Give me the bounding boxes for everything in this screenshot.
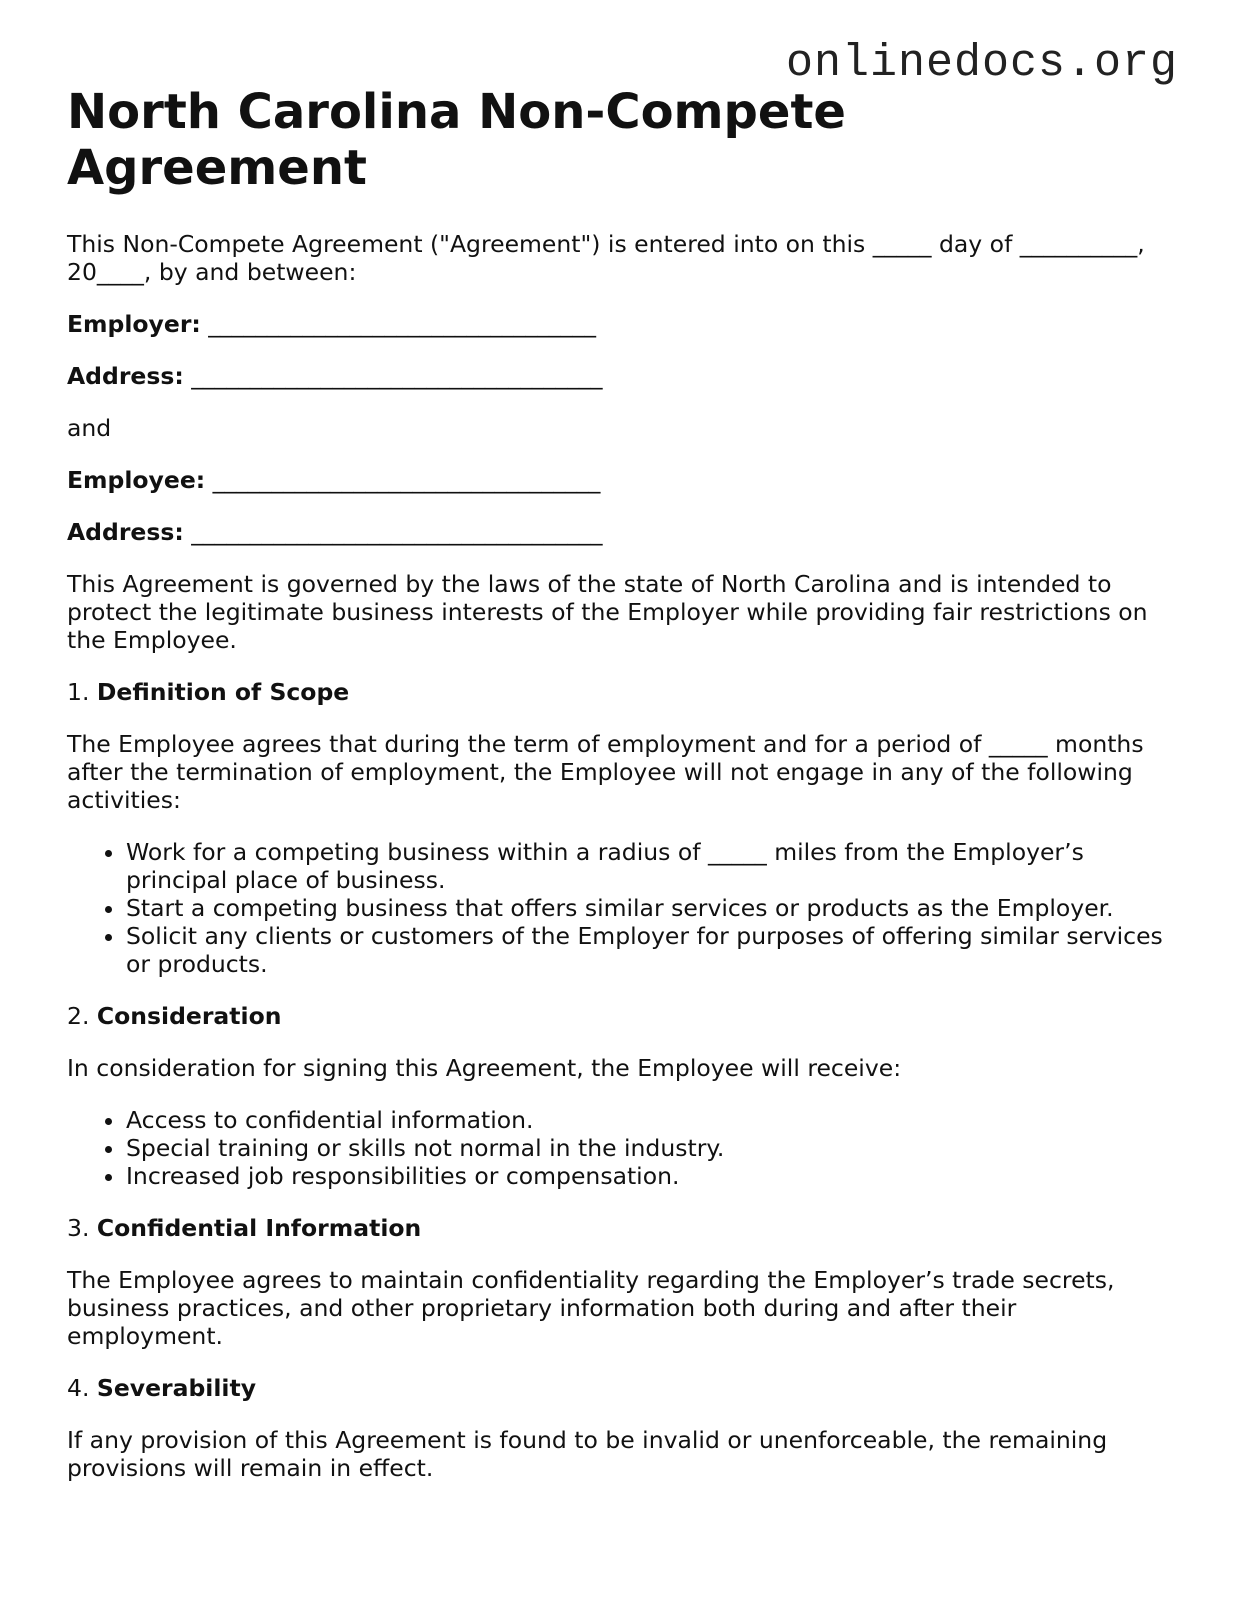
employer-blank: _________________________________ [208, 310, 597, 338]
employee-address-label: Address: [67, 518, 184, 546]
employer-address-blank: ___________________________________ [191, 362, 603, 390]
bullet-list [67, 1106, 1172, 1190]
section-body: If any provision of this Agreement is found to be invalid or unenforceable, the remaining provisions will remain in effect. [67, 1426, 1108, 1482]
list-item: • Work for a competing business within a radius of _____ miles from the Employer’s principal place of business. [126, 838, 1172, 894]
intro-paragraph: This Non-Compete Agreement ("Agreement") is entered into on this _____ day of __________, 20____, by and between: [67, 230, 1145, 286]
section-number: 1. [67, 678, 90, 706]
watermark: onlinedocs.org [785, 38, 1178, 89]
document-page [67, 84, 1172, 1506]
section-title: Severability [96, 1374, 257, 1402]
employer-field [67, 310, 1172, 338]
list-item: • Start a competing business that offers similar services or products as the Employer. [126, 894, 1172, 922]
employee-address-blank: ___________________________________ [191, 518, 603, 546]
employer-address-field [67, 362, 1172, 390]
list-item: • Increased job responsibilities or compensation. [126, 1162, 1172, 1190]
employer-label: Employer: [67, 310, 201, 338]
list-item: • Solicit any clients or customers of the Employer for purposes of offering similar services or products. [126, 922, 1172, 978]
section-number: 2. [67, 1002, 90, 1030]
document-title: North Carolina Non-Compete Agreement [67, 84, 846, 196]
employer-address-label: Address: [67, 362, 184, 390]
section-heading [67, 1374, 1172, 1402]
list-item: • Access to confidential information. [126, 1106, 1172, 1134]
governing-law-paragraph: This Agreement is governed by the laws of the state of North Carolina and is intended to protect the legitimate business interests of the Employer while providing fair restrictions on the Employee. [67, 570, 1148, 654]
bullet-list [67, 838, 1172, 978]
section-body: The Employee agrees to maintain confidentiality regarding the Employer’s trade secrets, business practices, and other proprietary information both during and after their employment. [67, 1266, 1115, 1350]
list-item: • Special training or skills not normal in the industry. [126, 1134, 1172, 1162]
section-title: Confidential Information [96, 1214, 422, 1242]
section-number: 3. [67, 1214, 90, 1242]
section-heading [67, 678, 1172, 706]
employee-label: Employee: [67, 466, 206, 494]
employee-field [67, 466, 1172, 494]
section-number: 4. [67, 1374, 90, 1402]
section-title: Consideration [96, 1002, 282, 1030]
section-heading [67, 1214, 1172, 1242]
employee-address-field [67, 518, 1172, 546]
section-body: The Employee agrees that during the term of employment and for a period of _____ months after the termination of employment, the Employee will not engage in any of the following activities: [67, 730, 1144, 814]
section-heading [67, 1002, 1172, 1030]
employee-blank: _________________________________ [212, 466, 601, 494]
and-text: and [67, 414, 112, 442]
section-title: Definition of Scope [96, 678, 350, 706]
section-body: In consideration for signing this Agreement, the Employee will receive: [67, 1054, 902, 1082]
